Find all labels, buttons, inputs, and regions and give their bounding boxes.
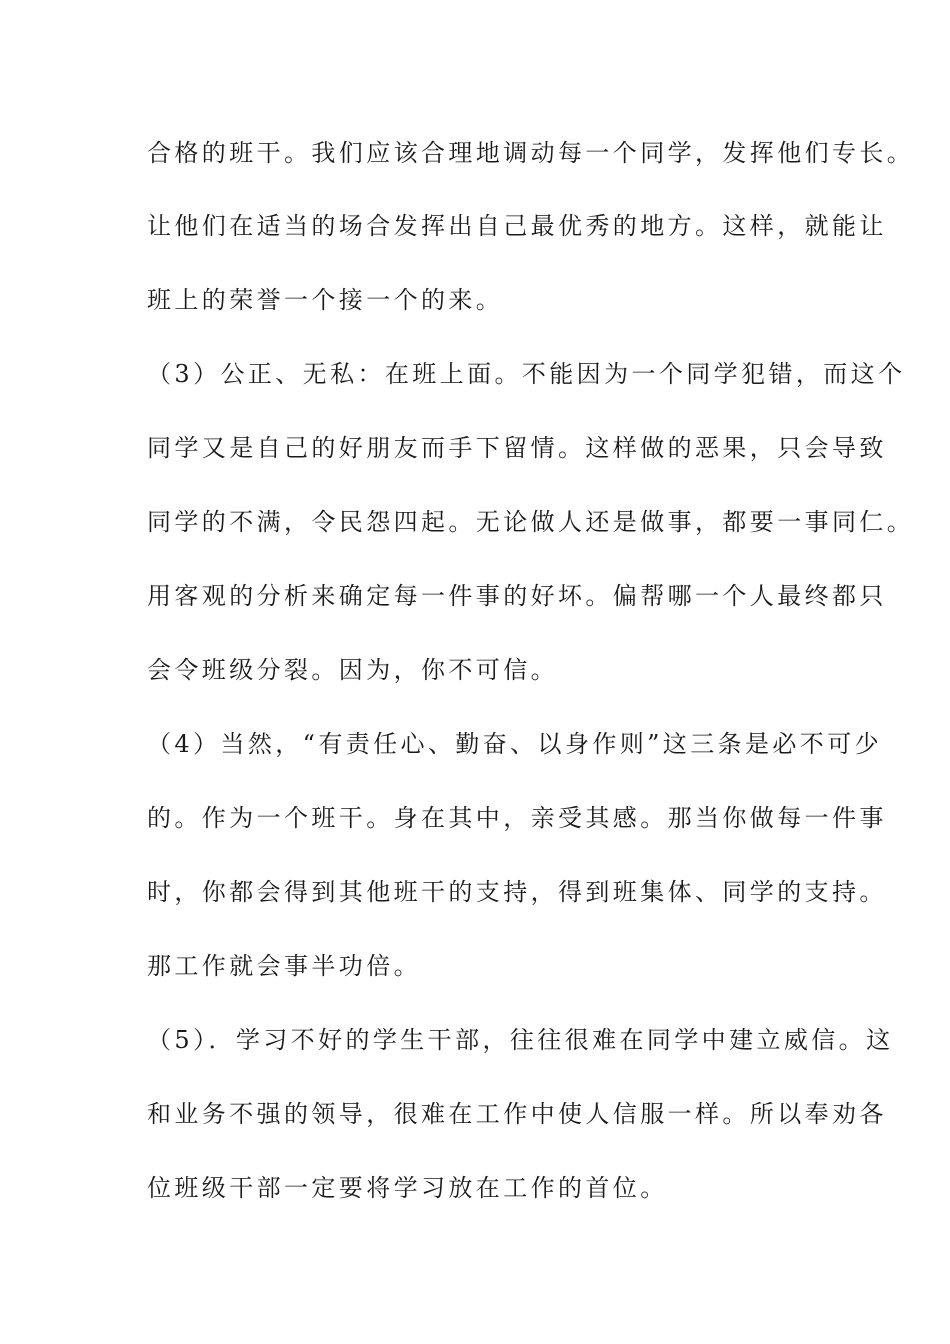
text-line: 班上的荣誉一个接一个的来。 — [147, 286, 504, 314]
text-line: 的。作为一个班干。身在其中，亲受其感。那当你做每一件事 — [147, 804, 887, 832]
text-line: 合格的班干。我们应该合理地调动每一个同学，发挥他们专长。 — [147, 139, 915, 167]
text-line: （5）．学习不好的学生干部，往往很难在同学中建立威信。这 — [147, 1026, 894, 1054]
text-line: 位班级干部一定要将学习放在工作的首位。 — [147, 1174, 668, 1202]
text-line: 同学的不满，令民怨四起。无论做人还是做事，都要一事同仁。 — [147, 508, 915, 536]
text-line: 同学又是自己的好朋友而手下留情。这样做的恶果，只会导致 — [147, 434, 887, 462]
text-line: 会令班级分裂。因为，你不可信。 — [147, 656, 558, 684]
text-line: （3）公正、无私：在班上面。不能因为一个同学犯错，而这个 — [147, 360, 906, 388]
text-line: 那工作就会事半功倍。 — [147, 952, 421, 980]
text-line: 时，你都会得到其他班干的支持，得到班集体、同学的支持。 — [147, 878, 887, 906]
text-line: 和业务不强的领导，很难在工作中使人信服一样。所以奉劝各 — [147, 1100, 887, 1128]
text-line: （4）当然，“有责任心、勤奋、以身作则”这三条是必不可少 — [147, 730, 883, 758]
text-line: 用客观的分析来确定每一件事的好坏。偏帮哪一个人最终都只 — [147, 582, 887, 610]
text-line: 让他们在适当的场合发挥出自己最优秀的地方。这样，就能让 — [147, 212, 887, 240]
